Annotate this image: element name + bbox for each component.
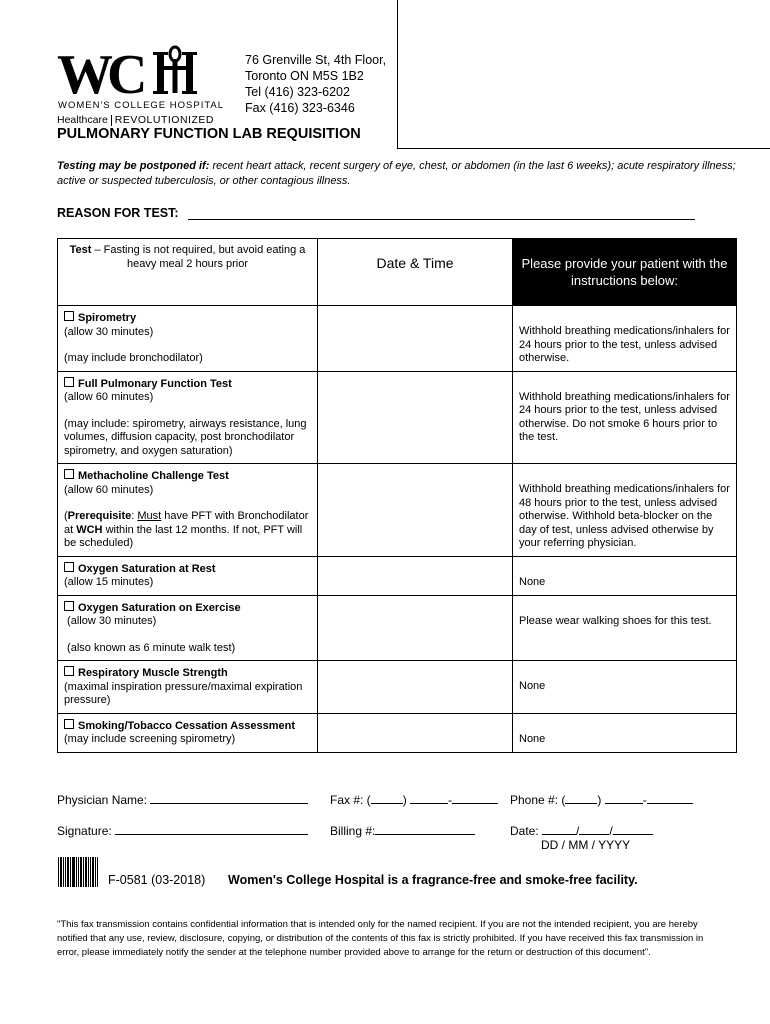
table-row — [58, 595, 737, 661]
physician-name-input[interactable] — [150, 792, 308, 804]
test-duration: (maximal inspiration pressure/maximal expiration pressure) — [64, 680, 303, 706]
warning-lead: Testing may be postponed if: — [57, 160, 210, 172]
billing-input[interactable] — [375, 823, 475, 835]
instruction-cell: Withhold breathing medications/inhalers for 24 hours prior to the test, unless advised otherwise. — [513, 306, 737, 372]
test-duration: (allow 60 minutes) — [64, 483, 154, 496]
test-cell — [58, 661, 318, 714]
tagline-divider — [111, 115, 112, 126]
tagline-right: REVOLUTIONIZED — [114, 114, 214, 126]
fax-dash: - — [448, 793, 453, 807]
reason-label: REASON FOR TEST: — [57, 206, 179, 220]
checkbox-spirometry[interactable] — [64, 311, 74, 321]
form-title: PULMONARY FUNCTION LAB REQUISITION — [57, 126, 361, 142]
checkbox-smoking-cessation[interactable] — [64, 719, 74, 729]
phone-line-input[interactable] — [647, 792, 693, 804]
date-time-cell[interactable] — [318, 713, 513, 752]
date-format-hint: DD / MM / YYYY — [541, 838, 631, 852]
warning-text: recent heart attack, recent surgery of eye, chest, or abdomen (in the last 6 weeks); acute respiratory illness; active or suspected tuberculosis, or other contagious illness. — [57, 160, 736, 187]
billing-label: Billing #: — [330, 824, 376, 838]
date-year-input[interactable] — [613, 823, 653, 835]
hospital-address — [245, 52, 386, 116]
table-row — [58, 371, 737, 464]
test-cell — [58, 306, 318, 372]
date-time-cell[interactable] — [318, 306, 513, 372]
test-duration: (allow 30 minutes) — [64, 615, 157, 627]
instruction-cell: None — [513, 713, 737, 752]
address-line: 76 Grenville St, 4th Floor, — [245, 53, 387, 67]
date-time-cell[interactable] — [318, 371, 513, 464]
header-frame-horizontal — [397, 148, 770, 149]
date-time-cell[interactable] — [318, 661, 513, 714]
date-sep: / — [576, 824, 580, 838]
test-cell — [58, 371, 318, 464]
header-frame-vertical — [397, 0, 398, 148]
test-duration: (allow 30 minutes) — [64, 325, 154, 338]
signature-field — [57, 823, 308, 838]
prereq-mid: have PFT with Bronchodilator at — [64, 510, 309, 536]
test-prerequisite: (Prerequisite: Must have PFT with Bronchodilator at WCH within the last 12 months. If not, PFT will be scheduled) — [64, 510, 309, 549]
phone-field — [510, 792, 693, 807]
address-line: Toronto ON M5S 1B2 — [245, 69, 364, 83]
fax-field — [330, 792, 498, 807]
checkbox-respiratory-muscle[interactable] — [64, 666, 74, 676]
checkbox-methacholine[interactable] — [64, 469, 74, 479]
prereq-must: Must — [137, 510, 162, 522]
fax-area-input[interactable] — [371, 792, 403, 804]
table-row — [58, 556, 737, 595]
test-note: (also known as 6 minute walk test) — [64, 641, 236, 654]
test-cell — [58, 595, 318, 661]
logo-tagline — [57, 114, 214, 126]
instruction-cell: None — [513, 556, 737, 595]
signature-label: Signature: — [57, 824, 112, 838]
physician-label: Physician Name: — [57, 793, 148, 807]
date-month-input[interactable] — [579, 823, 609, 835]
phone-label: Phone #: ( — [510, 793, 566, 807]
test-duration: (may include screening spirometry) — [64, 733, 236, 745]
date-field — [510, 823, 653, 838]
test-name: Respiratory Muscle Strength — [78, 667, 228, 679]
phone-prefix-input[interactable] — [605, 792, 643, 804]
table-row — [58, 464, 737, 557]
test-cell — [58, 556, 318, 595]
header-test-bold: Test — [69, 244, 92, 256]
test-name: Oxygen Saturation at Rest — [78, 562, 216, 575]
svg-text:WC: WC — [57, 44, 142, 100]
prereq-wch: WCH — [76, 523, 103, 536]
postpone-warning — [57, 159, 737, 189]
date-time-cell[interactable] — [318, 464, 513, 557]
header-test-rest: – Fasting is not required, but avoid eating a heavy meal 2 hours prior — [91, 244, 306, 270]
test-cell — [58, 713, 318, 752]
fax-sep: ) — [402, 793, 407, 807]
phone-sep: ) — [597, 793, 602, 807]
physician-name-field — [57, 792, 308, 807]
table-row — [58, 713, 737, 752]
test-cell — [58, 464, 318, 557]
phone-area-input[interactable] — [565, 792, 597, 804]
address-line: Tel (416) 323-6202 — [245, 85, 350, 99]
reason-input-line[interactable] — [188, 219, 695, 220]
test-name: Methacholine Challenge Test — [78, 470, 229, 482]
test-note: (may include bronchodilator) — [64, 352, 203, 364]
signature-input[interactable] — [115, 823, 308, 835]
instruction-cell: Withhold breathing medications/inhalers for 48 hours prior to the test, unless advised otherwise. Withhold beta-blocker on the day of test, unless advised otherwise by your referring physician. — [513, 464, 737, 557]
test-name: Oxygen Saturation on Exercise — [78, 601, 241, 614]
header-test — [58, 239, 318, 306]
date-label: Date: — [510, 824, 539, 838]
checkbox-full-pft[interactable] — [64, 377, 74, 387]
instruction-cell: None — [513, 661, 737, 714]
test-name: Spirometry — [78, 312, 137, 324]
address-line: Fax (416) 323-6346 — [245, 101, 355, 115]
date-time-cell[interactable] — [318, 595, 513, 661]
phone-dash: - — [642, 793, 647, 807]
header-instructions: Please provide your patient with the instructions below: — [513, 239, 737, 306]
wch-logo-mark — [57, 44, 212, 100]
prereq-label: Prerequisite — [67, 510, 132, 522]
billing-field — [330, 823, 475, 838]
fax-prefix-input[interactable] — [410, 792, 448, 804]
wch-logo — [57, 44, 225, 126]
test-note: (may include: spirometry, airways resistance, lung volumes, diffusion capacity, post bronchodilator spirometry, and oxygen saturation) — [64, 417, 307, 457]
date-time-cell[interactable] — [318, 556, 513, 595]
test-name: Smoking/Tobacco Cessation Assessment — [78, 719, 296, 732]
logo-subtitle: WOMEN'S COLLEGE HOSPITAL — [58, 100, 225, 111]
test-name: Full Pulmonary Function Test — [78, 377, 232, 390]
checkbox-o2-rest[interactable] — [64, 562, 74, 572]
date-sep: / — [609, 824, 613, 838]
table-row — [58, 306, 737, 372]
tagline-left: Healthcare — [57, 114, 108, 126]
fax-label: Fax #: ( — [330, 793, 371, 807]
fragrance-statement: Women's College Hospital is a fragrance-free and smoke-free facility. — [228, 873, 638, 887]
test-duration: (allow 60 minutes) — [64, 391, 154, 403]
table-row — [58, 661, 737, 714]
table-header-row — [58, 239, 737, 306]
checkbox-o2-exercise[interactable] — [64, 601, 74, 611]
instruction-cell: Please wear walking shoes for this test. — [513, 595, 737, 661]
fax-line-input[interactable] — [452, 792, 498, 804]
instruction-cell: Withhold breathing medications/inhalers for 24 hours prior to the test, unless advised otherwise. Do not smoke 6 hours prior to the test. — [513, 371, 737, 464]
prereq-end: within the last 12 months. If not, PFT will be scheduled) — [64, 523, 303, 549]
date-day-input[interactable] — [542, 823, 576, 835]
confidentiality-notice: "This fax transmission contains confidential information that is intended only for the named recipient. If you are not the intended recipient, you are hereby notified that any use, review, disclosure, copying, or distribution of the contents of this fax is strictly prohibited. If you have received this fax transmission in error, please immediately notify the sender at the telephone number provided above to arrange for the return or destruction of this document". — [57, 919, 704, 958]
test-duration: (allow 15 minutes) — [64, 576, 154, 588]
header-date-time: Date & Time — [318, 239, 513, 306]
barcode — [58, 857, 98, 887]
test-table — [57, 238, 737, 753]
form-number: F-0581 (03-2018) — [108, 873, 206, 887]
